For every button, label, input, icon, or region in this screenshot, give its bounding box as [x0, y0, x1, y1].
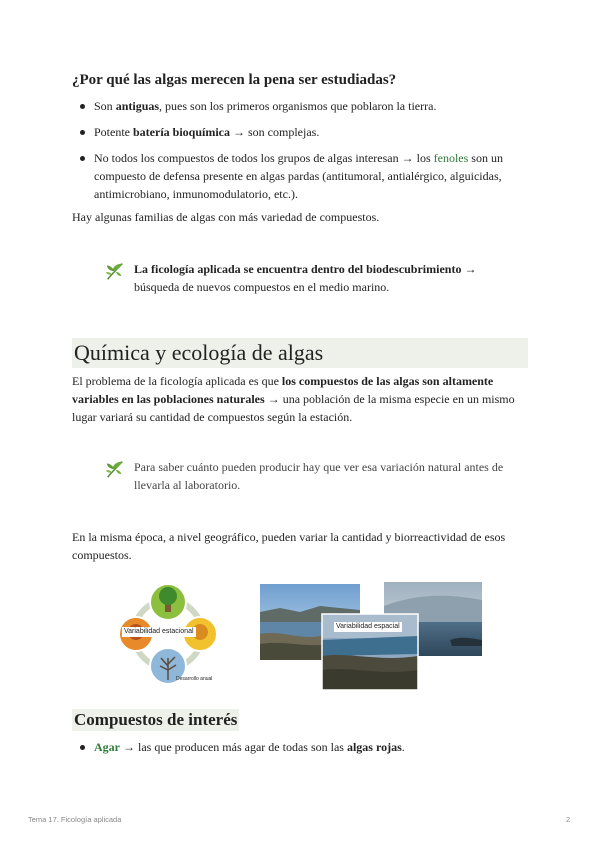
bullet-text: → las que producen más agar de todas son las [120, 740, 347, 754]
callout-rest: → búsqueda de nuevos compuestos en el medio marino. [134, 262, 477, 294]
figure-seasonal-variability [118, 582, 218, 686]
compounds-list [72, 738, 532, 764]
bullet-text: . [401, 740, 405, 754]
callout-bold: La ficología aplicada se encuentra dentro del biodescubrimiento [134, 262, 462, 276]
bullet-text: No todos los compuestos de todos los grupos de algas interesan → los [94, 151, 434, 165]
bullet-text: Potente [94, 125, 133, 139]
seasonal-label: Variabilidad estacional [124, 628, 194, 635]
callout-text [134, 260, 514, 296]
spatial-label: Variabilidad espacial [336, 623, 400, 630]
herb-icon [104, 458, 126, 480]
term-agar: Agar [94, 740, 120, 754]
seasonal-sublabel: Desarrollo anual [176, 676, 213, 682]
list-item [72, 738, 532, 756]
list-item [72, 149, 532, 203]
bullet-bold: batería bioquímica [133, 125, 231, 139]
bullet-bold: antiguas [115, 99, 160, 113]
section-title-compounds: Compuestos de interés [74, 710, 238, 729]
bullet-text: , pues son los primeros organismos que poblaron la tierra. [159, 99, 437, 113]
figure-spatial-variability [260, 582, 482, 690]
bullet-text: son un compuesto de defensa presente en algas pardas (antitumoral, antialérgico, alguicidas, antimicrobiano, inmunomodulatorio, etc.). [94, 151, 503, 201]
paragraph-bold: los compuestos de las algas son altamente variables en las poblaciones naturales [72, 374, 494, 406]
callout-text: Para saber cuánto pueden producir hay que ver esa variación natural antes de llevarla al laboratorio. [134, 460, 504, 492]
paragraph-families: Hay algunas familias de algas con más variedad de compuestos. [72, 210, 380, 224]
bullet-text: Son [94, 99, 116, 113]
herb-icon [104, 260, 126, 282]
paragraph-geographic: En la misma época, a nivel geográfico, pueden variar la cantidad y biorreactividad de esos compuestos. [72, 530, 506, 562]
list-item [72, 123, 532, 141]
page-number: 2 [566, 815, 571, 824]
footer-title: Tema 17. Ficología aplicada [28, 815, 122, 824]
why-algae-list [72, 97, 532, 211]
paragraph-text: El problema de la ficología aplicada es que [72, 374, 282, 388]
section-title-why-algae: ¿Por qué las algas merecen la pena ser estudiadas? [72, 72, 397, 88]
paragraph-text: → una población de la misma especie en un mismo lugar variará su cantidad de compuestos según la estación. [72, 392, 515, 424]
bullet-text: → son complejas. [230, 125, 320, 139]
paragraph-variability [72, 372, 532, 426]
section-title-chemistry: Química y ecología de algas [74, 340, 324, 365]
bullet-bold: algas rojas [346, 740, 402, 754]
coastal-photos-collage [260, 582, 482, 690]
link-fenoles[interactable]: fenoles [433, 151, 469, 165]
list-item [72, 97, 532, 115]
